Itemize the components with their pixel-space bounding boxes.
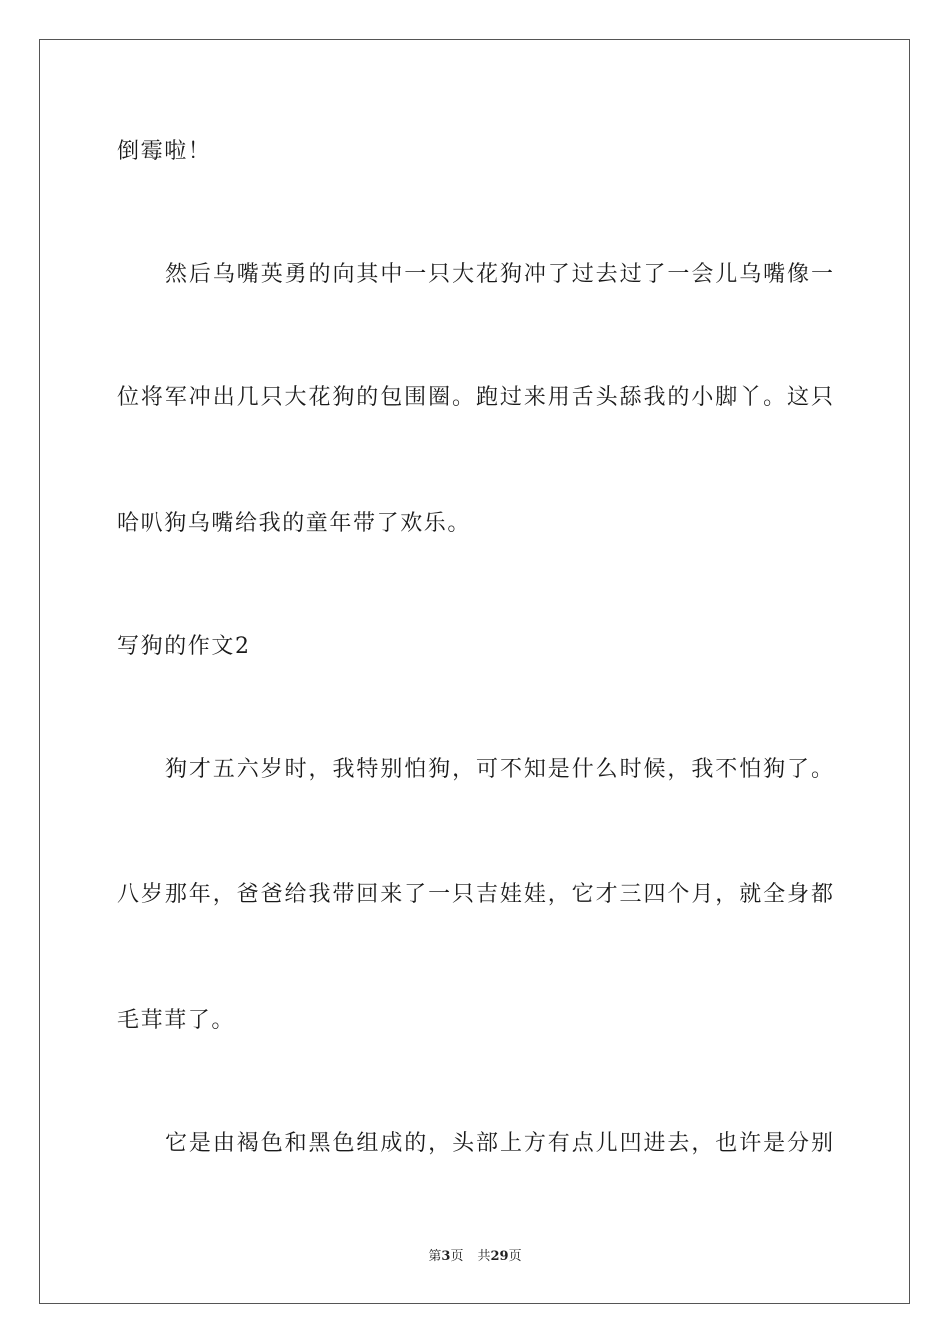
page-suffix: 页: [450, 1249, 464, 1264]
text-line-8: 毛茸茸了。: [117, 1008, 236, 1033]
page-prefix: 第: [428, 1249, 442, 1264]
total-prefix: 共: [477, 1249, 491, 1264]
total-suffix: 页: [508, 1249, 522, 1264]
text-line-9: 它是由褐色和黑色组成的，头部上方有点儿凹进去，也许是分别: [165, 1131, 833, 1156]
text-line-1: 倒霉啦！: [117, 139, 212, 164]
text-line-2: 然后乌嘴英勇的向其中一只大花狗冲了过去过了一会儿乌嘴像一: [165, 262, 833, 287]
text-line-4: 哈叭狗乌嘴给我的童年带了欢乐。: [117, 511, 472, 536]
total-pages: 29: [490, 1249, 509, 1264]
text-line-7: 八岁那年，爸爸给我带回来了一只吉娃娃，它才三四个月，就全身都: [117, 882, 833, 907]
page-border: [39, 39, 910, 1304]
text-line-6: 狗才五六岁时，我特别怕狗，可不知是什么时候，我不怕狗了。: [165, 757, 833, 782]
page-footer: [0, 1248, 950, 1266]
page-number: 3: [441, 1249, 451, 1264]
section-heading: 写狗的作文2: [117, 634, 251, 659]
text-line-3: 位将军冲出几只大花狗的包围圈。跑过来用舌头舔我的小脚丫。这只: [117, 385, 833, 410]
